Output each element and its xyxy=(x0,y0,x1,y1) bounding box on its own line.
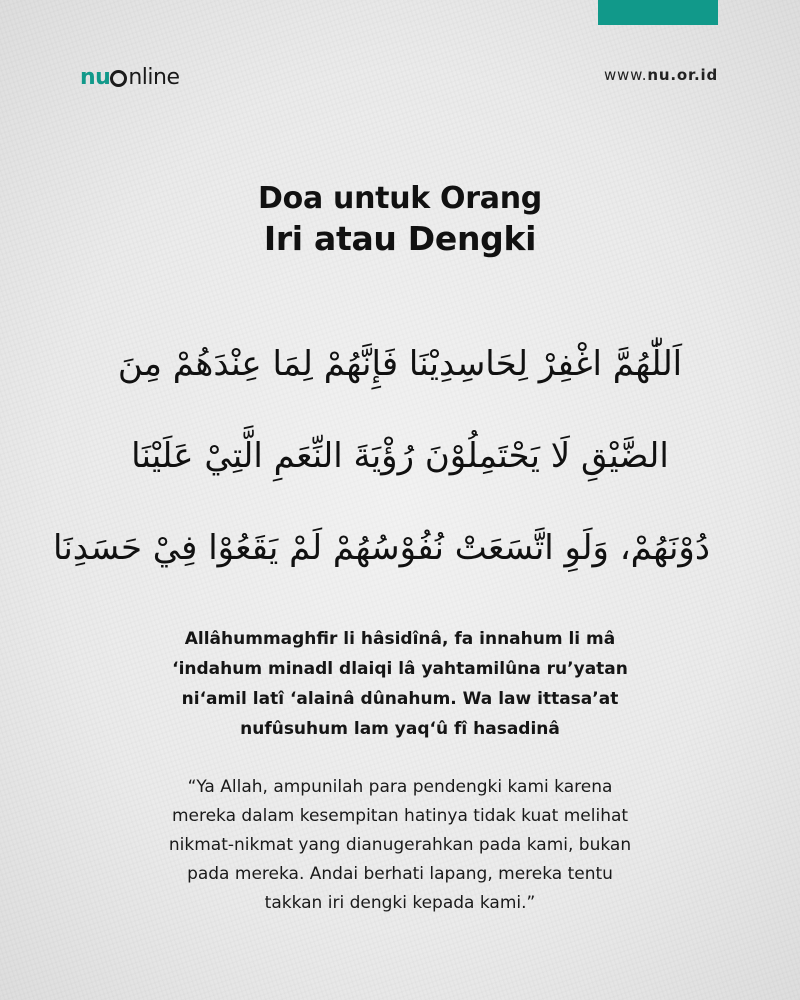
transliteration-line: nufûsuhum lam yaq‘û fî hasadinâ xyxy=(240,719,560,739)
arabic-line: دُوْنَهُمْ، وَلَوِ اتَّسَعَتْ نُفُوْسُهُمْ لَمْ يَقَعُوْا فِيْ حَسَدِنَا xyxy=(52,528,710,568)
logo-o-ring-icon xyxy=(110,70,127,87)
arabic-prayer-text xyxy=(52,318,710,594)
translation-line: “Ya Allah, ampunilah para pendengki kami karena xyxy=(187,777,613,797)
latin-transliteration xyxy=(100,624,700,744)
logo-online-text: nline xyxy=(128,64,180,90)
site-url-prefix: www. xyxy=(603,66,648,84)
site-url xyxy=(604,66,718,84)
nu-online-logo xyxy=(80,60,179,94)
transliteration-line: ‘indahum minadl dlaiqi lâ yahtamilûna ru’yatan xyxy=(172,659,628,679)
translation-line: mereka dalam kesempitan hatinya tidak kuat melihat xyxy=(171,806,629,826)
page-title xyxy=(0,180,800,260)
title-line-2: Iri atau Dengki xyxy=(263,219,537,258)
transliteration-line: Allâhummaghfir li hâsidînâ, fa innahum li mâ xyxy=(184,629,616,649)
transliteration-line: ni‘amil latî ‘alainâ dûnahum. Wa law ittasa’at xyxy=(181,689,619,709)
translation-line: takkan iri dengki kepada kami.” xyxy=(264,893,536,913)
translation-line: nikmat-nikmat yang dianugerahkan pada kami, bukan xyxy=(168,835,632,855)
accent-top-bar xyxy=(598,0,718,25)
site-url-domain: nu.or.id xyxy=(647,66,718,84)
arabic-line: اَللّٰهُمَّ اغْفِرْ لِحَاسِدِيْنَا فَإِنَّهُمْ لِمَا عِنْدَهُمْ مِنَ xyxy=(117,344,683,384)
arabic-line: الضَّيْقِ لَا يَحْتَمِلُوْنَ رُؤْيَةَ النِّعَمِ الَّتِيْ عَلَيْنَا xyxy=(131,436,669,476)
logo-nu-text: nu xyxy=(80,64,111,90)
translation-line: pada mereka. Andai berhati lapang, mereka tentu xyxy=(187,864,613,884)
indonesian-translation xyxy=(100,773,700,918)
title-line-1: Doa untuk Orang xyxy=(258,181,542,216)
